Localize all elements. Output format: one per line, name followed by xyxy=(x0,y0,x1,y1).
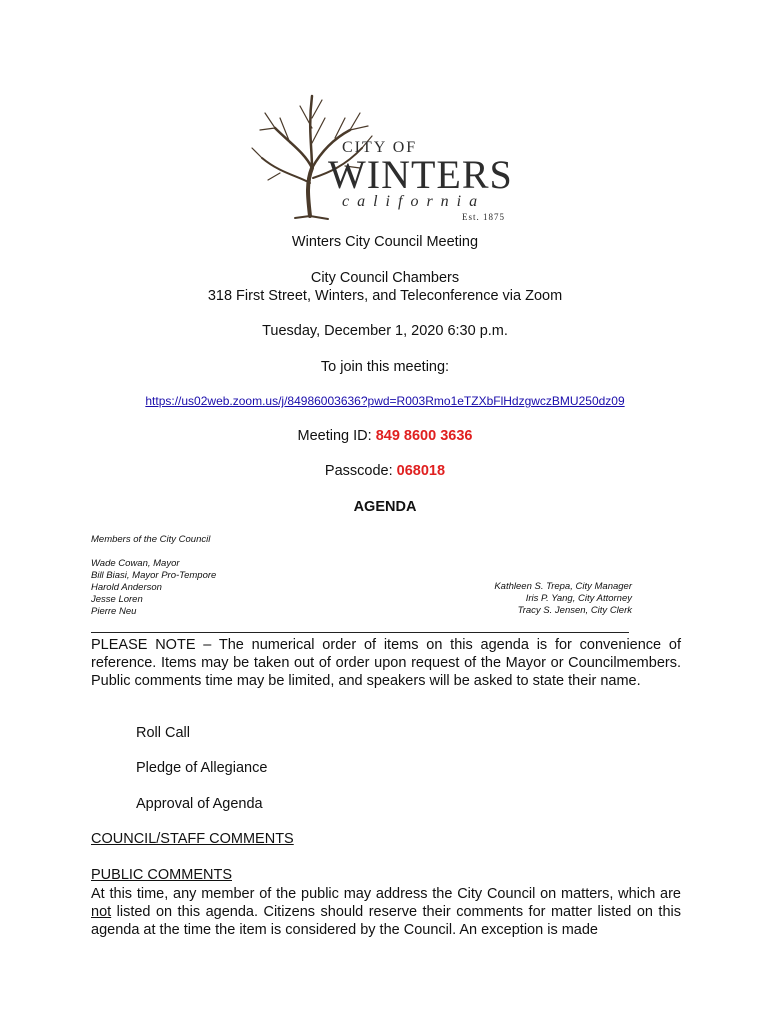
logo-california: california xyxy=(342,193,486,210)
staff-member: Iris P. Yang, City Attorney xyxy=(525,593,632,604)
staff-list xyxy=(494,581,632,617)
location-address: 318 First Street, Winters, and Teleconference via Zoom xyxy=(207,288,563,304)
council-member: Wade Cowan, Mayor xyxy=(91,558,180,569)
logo-city-of: CITY OF xyxy=(342,139,418,156)
meeting-id-line xyxy=(0,428,770,444)
agenda-item-approval: Approval of Agenda xyxy=(136,796,263,812)
city-logo xyxy=(250,88,525,223)
council-member: Pierre Neu xyxy=(91,606,137,617)
zoom-link[interactable]: https://us02web.zoom.us/j/84986003636?pwd=R003Rmo1eTZXbFlHdzgwczBMU250dz09 xyxy=(145,394,625,408)
council-member: Bill Biasi, Mayor Pro-Tempore xyxy=(91,570,217,581)
agenda-item-roll-call: Roll Call xyxy=(136,725,190,741)
join-label: To join this meeting: xyxy=(320,359,450,375)
logo-winters: WINTERS xyxy=(328,152,513,197)
meeting-id-value: 849 8600 3636 xyxy=(375,428,473,444)
public-text-not: not xyxy=(91,904,112,920)
passcode-line xyxy=(0,463,770,479)
please-note-paragraph: PLEASE NOTE – The numerical order of items on this agenda is for convenience of reference. Items may be taken out of order upon request of the Mayor or Councilmembers. Public comments time may be limited, and speakers will be asked to state their name. xyxy=(91,637,681,689)
meeting-id-label: Meeting ID: xyxy=(297,428,376,444)
meeting-date-time: Tuesday, December 1, 2020 6:30 p.m. xyxy=(262,323,508,339)
public-comments-paragraph xyxy=(91,885,681,939)
oak-tree-icon xyxy=(250,88,525,223)
staff-member: Tracy S. Jensen, City Clerk xyxy=(517,605,632,616)
passcode-label: Passcode: xyxy=(324,463,397,479)
council-staff-comments-heading: COUNCIL/STAFF COMMENTS xyxy=(91,831,294,847)
council-member: Harold Anderson xyxy=(91,582,162,593)
logo-established: Est. 1875 xyxy=(462,212,506,222)
location-name: City Council Chambers xyxy=(310,270,460,286)
members-title: Members of the City Council xyxy=(91,534,211,545)
zoom-link-line xyxy=(0,394,770,408)
council-members-list xyxy=(91,558,216,618)
agenda-heading: AGENDA xyxy=(353,499,417,515)
public-text-b: listed on this agenda. Citizens should reserve their comments for matter listed on this agenda at the time the item is considered by the Council. An exception is made xyxy=(91,904,681,938)
passcode-value: 068018 xyxy=(396,463,446,479)
public-comments-heading: PUBLIC COMMENTS xyxy=(91,867,232,883)
agenda-item-pledge: Pledge of Allegiance xyxy=(136,760,268,776)
meeting-title: Winters City Council Meeting xyxy=(291,234,479,250)
public-text-a: At this time, any member of the public may address the City Council on matters, which are xyxy=(91,886,681,902)
council-member: Jesse Loren xyxy=(91,594,143,605)
divider xyxy=(91,632,629,633)
staff-member: Kathleen S. Trepa, City Manager xyxy=(494,581,632,592)
